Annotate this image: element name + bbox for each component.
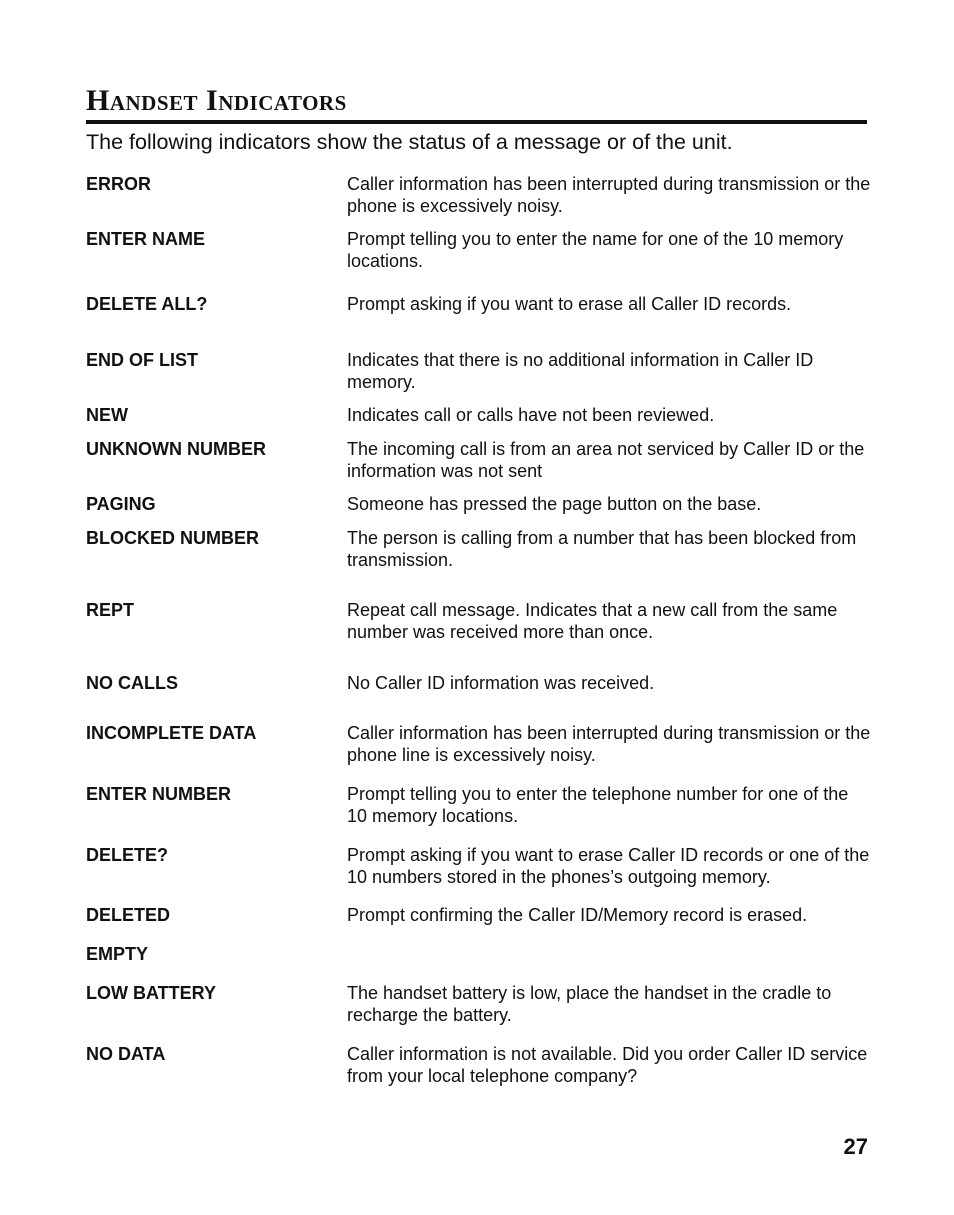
page-number: 27 (843, 1134, 868, 1159)
indicator-description: Prompt confirming the Caller ID/Memory record is erased. (347, 905, 808, 925)
indicator-description: Caller information is not available. Did you order Caller ID service from your local telephone company? (347, 1044, 868, 1086)
indicator-description: The handset battery is low, place the handset in the cradle to recharge the battery. (347, 983, 832, 1025)
indicator-term: DELETED (86, 905, 171, 925)
indicator-term: BLOCKED NUMBER (86, 528, 259, 548)
indicator-term: ENTER NAME (86, 229, 206, 249)
indicator-term: DELETE ALL? (86, 294, 208, 314)
indicator-description: Prompt asking if you want to erase Caller ID records or one of the 10 numbers stored in the phones’s outgoing memory. (347, 845, 870, 887)
indicator-description: Caller information has been interrupted during transmission or the phone line is excessively noisy. (347, 723, 871, 765)
indicator-term: INCOMPLETE DATA (86, 723, 257, 743)
indicator-description: The person is calling from a number that has been blocked from transmission. (347, 528, 857, 570)
intro-text: The following indicators show the status of a message or of the unit. (86, 130, 733, 154)
indicator-description: Prompt telling you to enter the telephone number for one of the 10 memory locations. (347, 784, 849, 826)
indicator-term: ENTER NUMBER (86, 784, 232, 804)
indicator-term: LOW BATTERY (86, 983, 216, 1003)
indicator-term: NO DATA (86, 1044, 166, 1064)
indicator-term: NO CALLS (86, 673, 178, 693)
indicator-term: UNKNOWN NUMBER (86, 439, 266, 459)
indicator-term: EMPTY (86, 944, 149, 964)
indicator-term: REPT (86, 600, 135, 620)
indicator-description: Prompt telling you to enter the name for one of the 10 memory locations. (347, 229, 844, 271)
indicator-description: Indicates that there is no additional information in Caller ID memory. (347, 350, 814, 392)
indicator-description: Prompt asking if you want to erase all Caller ID records. (347, 294, 792, 314)
indicator-description: Repeat call message. Indicates that a new call from the same number was received more than once. (347, 600, 838, 642)
indicator-term: PAGING (86, 494, 156, 514)
indicator-description: The incoming call is from an area not serviced by Caller ID or the information was not sent (347, 439, 865, 481)
indicator-term: END OF LIST (86, 350, 198, 370)
indicator-description: No Caller ID information was received. (347, 673, 655, 693)
page-title: Handset Indicators (86, 84, 347, 117)
indicator-description: Someone has pressed the page button on the base. (347, 494, 762, 514)
indicator-term: NEW (86, 405, 128, 425)
indicator-term: ERROR (86, 174, 152, 194)
indicator-description: Caller information has been interrupted during transmission or the phone is excessively noisy. (347, 174, 871, 216)
indicator-term: DELETE? (86, 845, 169, 865)
indicator-description: Indicates call or calls have not been reviewed. (347, 405, 715, 425)
